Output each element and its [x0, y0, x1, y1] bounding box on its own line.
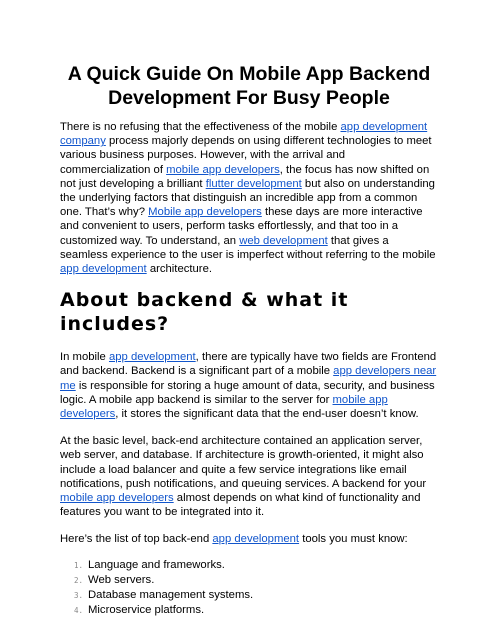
p2-text-4: , it stores the significant data that the end-user doesn’t know.	[115, 408, 419, 421]
flutter-development-link[interactable]: flutter development	[205, 177, 302, 190]
p2-text-1: In mobile	[60, 351, 109, 364]
mobile-app-developers-link-4[interactable]: mobile app developers	[60, 492, 174, 505]
document-page	[60, 62, 438, 618]
list-number: 1.	[74, 560, 84, 570]
list-item	[74, 603, 438, 618]
paragraph-gap	[60, 519, 438, 532]
intro-text-4: but also on understanding the underlying factors that distinguish an incredible app from a common one. That’s why?	[60, 177, 435, 219]
page-title: A Quick Guide On Mobile App Backend Development For Busy People	[67, 63, 431, 109]
intro-text-5: these days are more interactive and convenient to users, perform tasks effortlessly, and that too in a customized way. To understand, an	[60, 206, 423, 247]
p3-text-2: almost depends on what kind of functionality and features you want to be integrated into it.	[60, 492, 421, 519]
p4-text-2: tools you must know:	[299, 533, 408, 546]
list-item-text: Microservice platforms.	[88, 604, 205, 617]
app-developers-near-me-link[interactable]: app developers near me	[60, 365, 437, 392]
intro-text-3: , the focus has now shifted on not just developing a brilliant	[60, 163, 430, 190]
app-development-link-3[interactable]: app development	[212, 533, 300, 546]
p2-text-3: is responsible for storing a huge amount of data, security, and business logic. A mobile app backend is similar to the server for	[60, 379, 435, 406]
list-item	[74, 558, 438, 573]
mobile-app-developers-link-2[interactable]: Mobile app developers	[148, 206, 262, 219]
mobile-app-developers-link-3[interactable]: mobile app developers	[60, 393, 388, 421]
app-development-link-2[interactable]: app development	[108, 351, 196, 364]
intro-text-6: that gives a seamless experience to the user is imperfect without referring to the mobile	[60, 234, 436, 261]
p3-text-1: At the basic level, back-end architecture contained an application server, web server, and database. If architecture is growth-oriented, it might also include a load balancer and quite a few service integrations like email notifications, push notifications, and queuing services. A backend for your	[60, 435, 427, 490]
list-number: 3.	[74, 591, 84, 601]
intro-paragraph	[60, 120, 438, 276]
list-item-text: Language and frameworks.	[88, 558, 225, 571]
tools-intro-paragraph	[60, 532, 438, 546]
section-heading: About backend & what it includes?	[60, 289, 349, 336]
list-number: 4.	[74, 606, 84, 616]
list-item-text: Web servers.	[88, 573, 155, 586]
app-development-company-link[interactable]: app development company	[60, 121, 428, 148]
p4-text-1: Here’s the list of top back-end	[60, 533, 213, 546]
mobile-app-developers-link[interactable]: mobile app developers	[166, 163, 280, 176]
p2-text-2: , there are typically have two fields are Frontend and backend. Backend is a significant part of a mobile	[60, 351, 437, 378]
paragraph-gap	[60, 421, 438, 434]
app-development-link[interactable]: app development	[60, 263, 147, 276]
backend-paragraph	[60, 350, 438, 421]
list-number: 2.	[74, 575, 84, 585]
list-item	[74, 588, 438, 603]
intro-text-7: architecture.	[146, 263, 212, 276]
web-development-link[interactable]: web development	[239, 234, 328, 247]
list-item	[74, 573, 438, 588]
architecture-paragraph	[60, 434, 438, 519]
tools-list	[60, 558, 438, 619]
intro-text-2: process majorly depends on using different technologies to meet various business purposes. However, with the arrival and commercialization of	[60, 135, 432, 176]
list-item-text: Database management systems.	[88, 589, 254, 602]
intro-text-1: There is no refusing that the effectiveness of the mobile	[60, 121, 341, 133]
